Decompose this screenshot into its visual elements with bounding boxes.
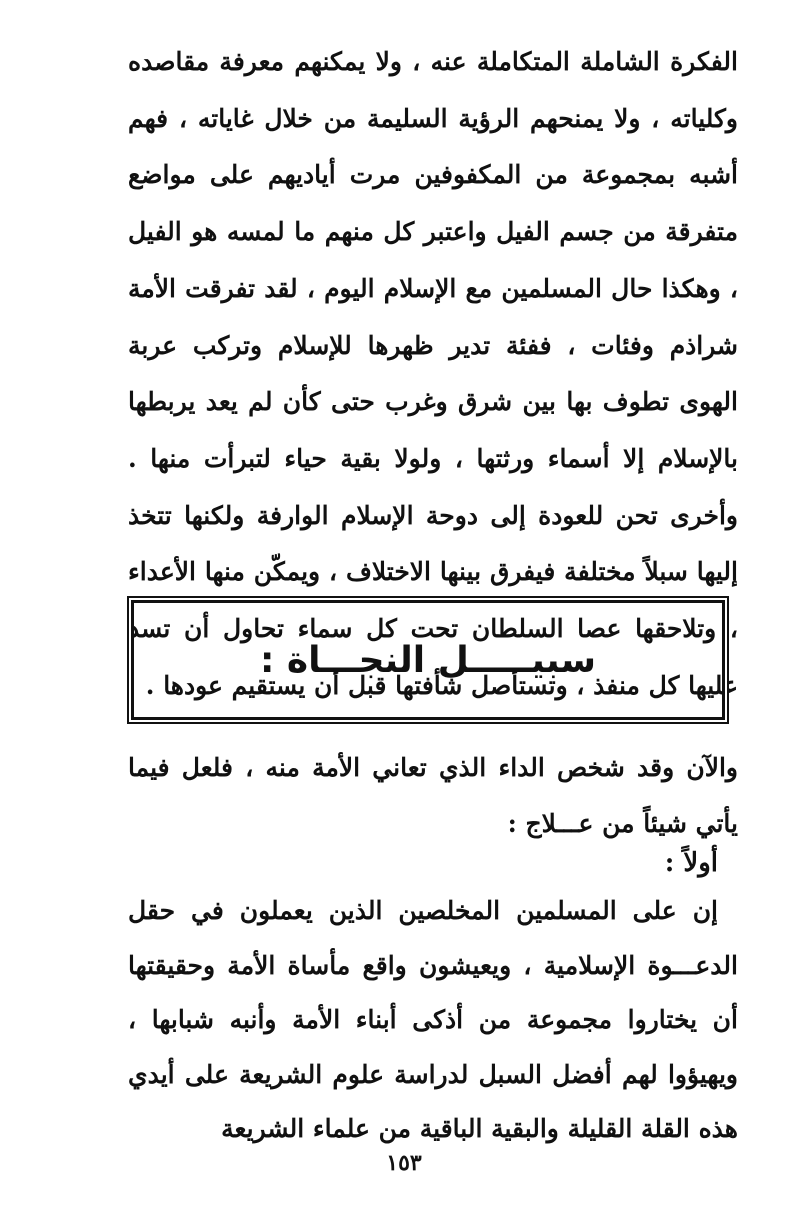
paragraph-first-point: إن على المسلمين المخلصين الذين يعملون في حقل الدعـــوة الإسلامية ، ويعيشون واقع مأساة الأمة وحقيقتها أن يختاروا مجموعة من أذكى أبناء الأمة وأنبه شبابها ، ويهيؤوا لهم أفضل السبل لدراسة علوم الشريعة على أيدي هذه القلة القليلة والبقية الباقية من علماء الشريعة (128, 896, 738, 1143)
subheading-first: أولاً : (664, 848, 718, 878)
section-heading-box (131, 600, 725, 720)
section-title: سبيـــــل النجـــاة : (259, 639, 597, 681)
page-number: ١٥٣ (386, 1150, 422, 1176)
paragraph-intro: والآن وقد شخص الداء الذي تعاني الأمة منه ، فلعل فيما يأتي شيئاً من عـــلاج : (128, 753, 738, 838)
paragraph-top: الفكرة الشاملة المتكاملة عنه ، ولا يمكنهم معرفة مقاصده وكلياته ، ولا يمنحهم الرؤية السليمة من خلال غاياته ، فهم أشبه بمجموعة من المكفوفين مرت أياديهم على مواضع متفرقة من جسم الفيل واعتبر كل منهم ما لمسه هو الفيل ، وهكذا حال المسلمين مع الإسلام اليوم ، لقد تفرقت الأمة شراذم وفئات ، ففئة تدير ظهرها للإسلام وتركب عربة الهوى تطوف بها بين شرق وغرب حتى كأن لم يعد يربطها بالإسلام إلا أسماء ورثتها ، ولولا بقية حياء لتبرأت منها . وأخرى تحن للعودة إلى دوحة الإسلام الوارفة ولكنها تتخذ إليها سبلاً مختلفة فيفرق بينها الاختلاف ، ويمكّن منها الأعداء ، وتلاحقها عصا السلطان تحت كل سماء تحاول أن تسد عليها كل منفذ ، وتستأصل شأفتها قبل أن يستقيم عودها . (128, 47, 738, 700)
